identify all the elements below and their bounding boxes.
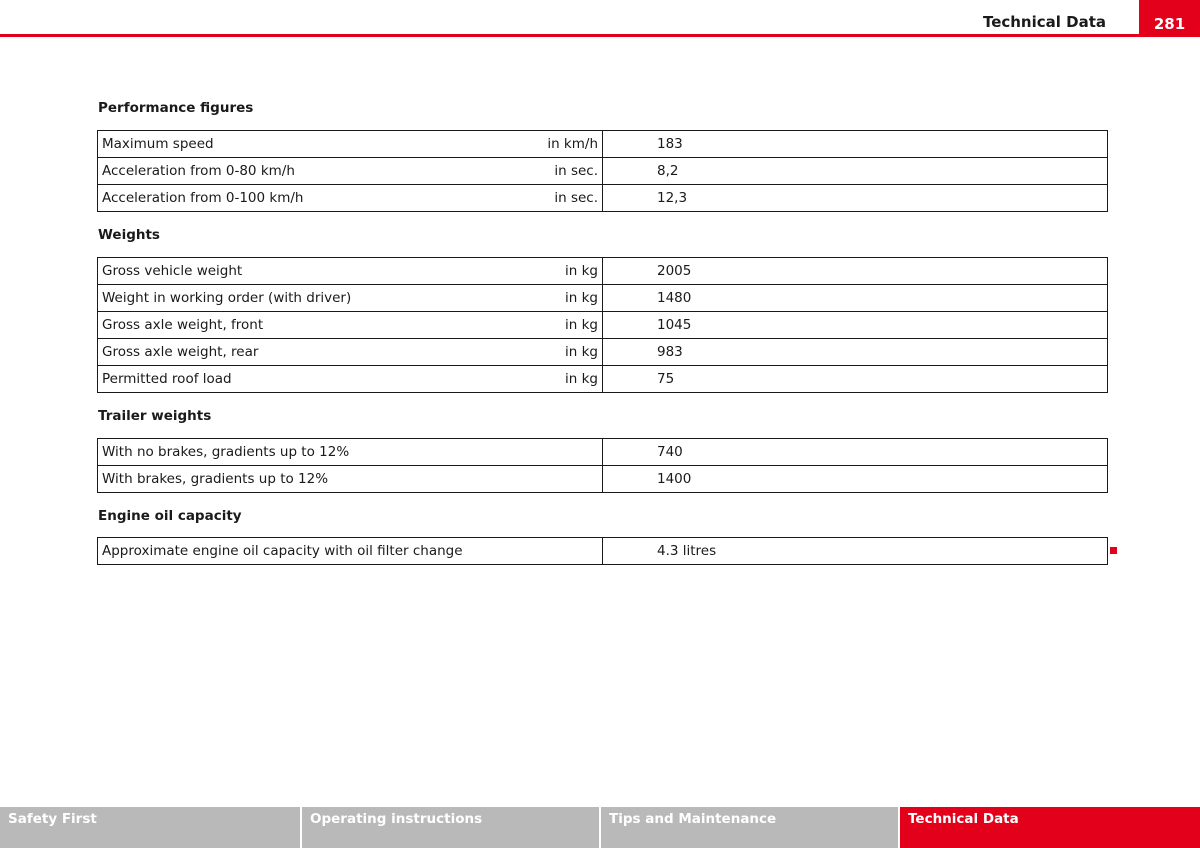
row-value: 2005 [603,258,1108,285]
row-value: 1045 [603,312,1108,339]
row-value: 75 [603,366,1108,393]
performance-table [97,130,1108,212]
row-label: in sec. Acceleration from 0-80 km/h [98,158,603,185]
table-row [98,258,1108,285]
oil-table [97,537,1108,565]
row-label: in kg Gross axle weight, rear [98,339,603,366]
row-value: 12,3 [603,185,1108,212]
row-unit: in sec. [554,163,598,179]
table-row [98,285,1108,312]
row-unit: in kg [565,317,598,333]
table-row [98,366,1108,393]
section-title-trailer: Trailer weights [98,408,212,424]
row-label: in km/h Maximum speed [98,131,603,158]
trailer-table [97,438,1108,493]
header-rule [0,34,1200,37]
row-label: in kg Permitted roof load [98,366,603,393]
row-label: in kg Gross vehicle weight [98,258,603,285]
weights-table [97,257,1108,393]
page-number: 281 [1139,0,1200,37]
row-unit: in kg [565,371,598,387]
row-value: 983 [603,339,1108,366]
row-value: 1480 [603,285,1108,312]
table-row [98,158,1108,185]
section-title-oil: Engine oil capacity [98,508,242,524]
row-unit: in km/h [547,136,598,152]
table-row [98,439,1108,466]
row-unit: in kg [565,263,598,279]
row-label: in kg Weight in working order (with driver) [98,285,603,312]
row-value: 1400 [603,466,1108,493]
row-label: in kg Gross axle weight, front [98,312,603,339]
table-row [98,339,1108,366]
chapter-title: Technical Data [982,13,1106,31]
section-title-weights: Weights [98,227,160,243]
row-unit: in kg [565,344,598,360]
row-label: in sec. Acceleration from 0-100 km/h [98,185,603,212]
row-label: With brakes, gradients up to 12% [98,466,603,493]
table-row [98,466,1108,493]
table-row [98,131,1108,158]
row-label: With no brakes, gradients up to 12% [98,439,603,466]
chapter-tab-technical-data[interactable]: Technical Data [900,807,1200,848]
row-value: 4.3 litres [603,538,1108,565]
table-row [98,312,1108,339]
row-value: 8,2 [603,158,1108,185]
row-label: Approximate engine oil capacity with oil filter change [98,538,603,565]
chapter-tab-safety-first[interactable]: Safety First [0,807,300,848]
row-unit: in kg [565,290,598,306]
section-end-marker-icon [1110,547,1117,554]
table-row [98,185,1108,212]
chapter-tab-tips-maintenance[interactable]: Tips and Maintenance [601,807,898,848]
table-row [98,538,1108,565]
chapter-navigation [0,807,1200,848]
chapter-tab-operating-instructions[interactable]: Operating instructions [302,807,599,848]
row-value: 183 [603,131,1108,158]
row-unit: in sec. [554,190,598,206]
section-title-performance: Performance figures [98,100,254,116]
row-value: 740 [603,439,1108,466]
